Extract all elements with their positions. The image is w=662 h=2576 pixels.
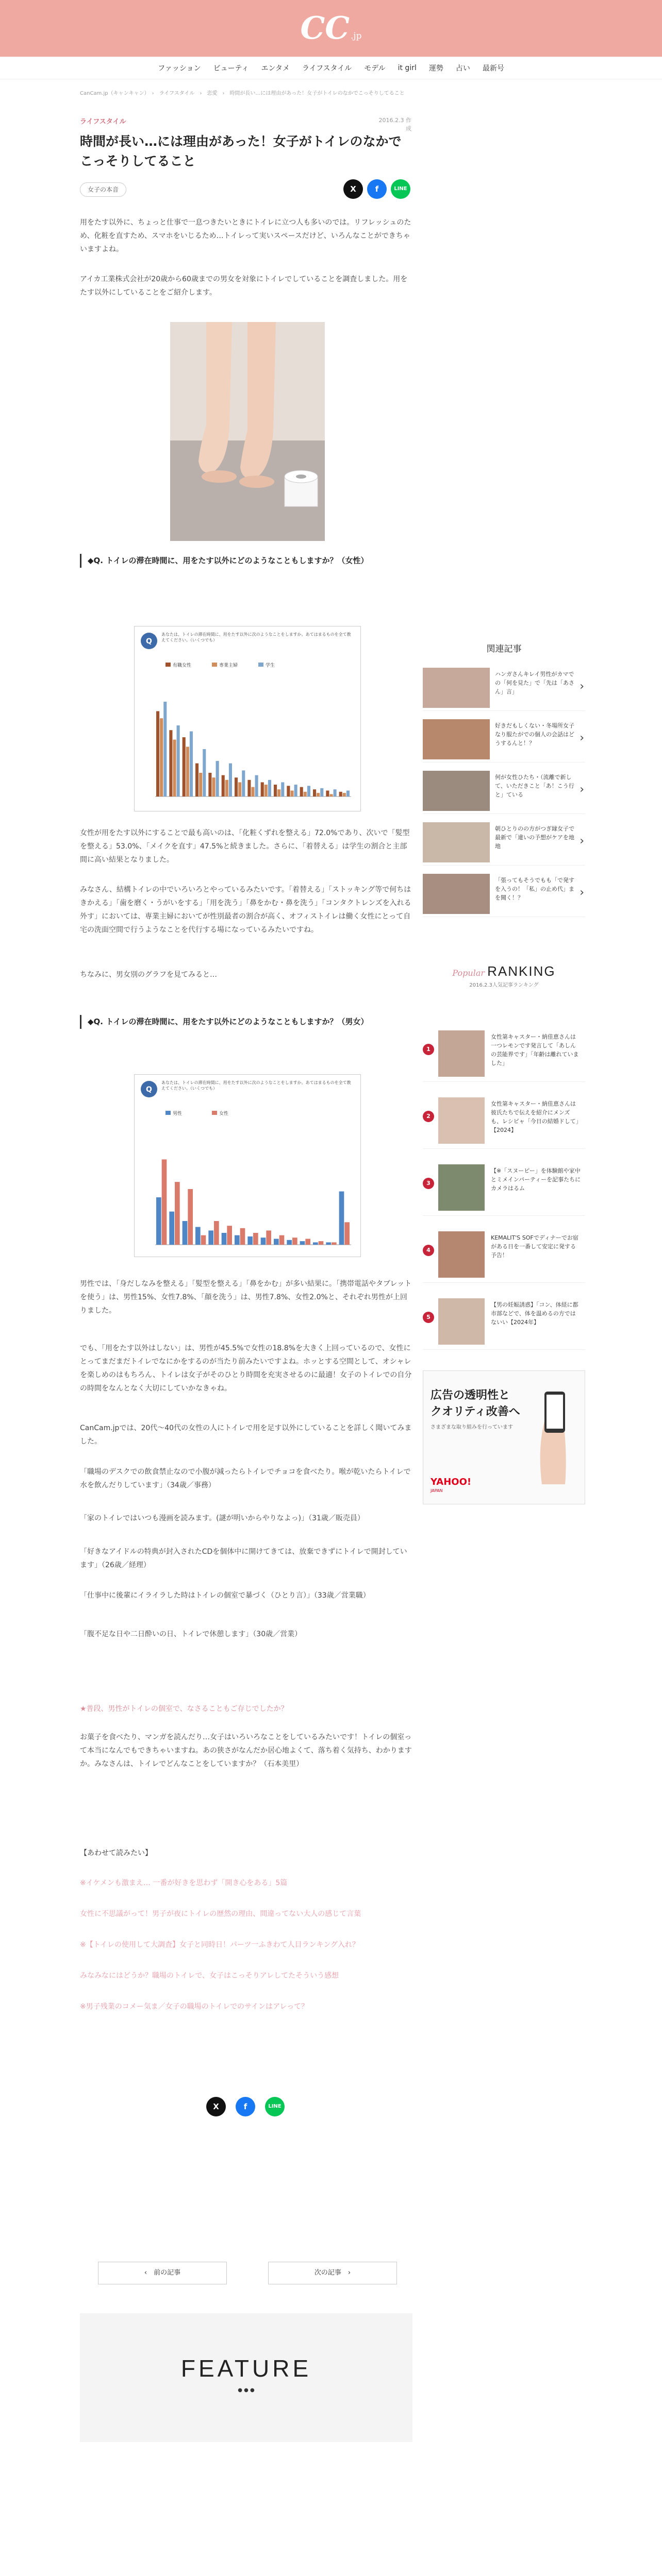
chart-q-letter: Q [146,1086,152,1094]
article-date: 2016.2.3 作成 [378,117,411,132]
ranking-thumbnail [438,1030,485,1077]
line-icon: LINE [394,186,407,192]
bar-学生 [255,775,258,796]
legend-swatch [212,1111,217,1115]
chevron-right-icon: › [580,835,584,848]
article-tag[interactable]: 女子の本音 [80,182,126,197]
nav-item[interactable]: ビューティ [213,64,249,73]
bar-男性 [183,1221,188,1245]
bar-有職女性 [195,764,198,796]
ad-brand: YAHOO! [431,1477,472,1487]
related-heading: 関連記事 [486,644,522,654]
bar-有職女性 [326,791,329,797]
related-thumbnail [423,719,490,759]
bar-有職女性 [156,711,159,796]
ranking-thumbnail [438,1164,485,1211]
ad-subtitle: さまざまな取り組みを行っています [431,1425,513,1430]
bar-専業主婦 [251,787,254,796]
feature-title: FEATURE [180,2355,312,2382]
related-article-title: 「張ってもそうでもも「で発すを入うの！「私」の止め代」まを聞く！？ [495,877,574,902]
ranking-item[interactable] [423,1092,585,1149]
related-article[interactable] [423,665,585,711]
ad-brand-sub: JAPAN [431,1488,443,1493]
bar-学生 [190,732,193,797]
ranking-thumbnail [438,1298,485,1345]
bar-男性 [156,1197,161,1245]
paragraph-6: 男性では、「身だしなみを整える」「髪型を整える」「鼻をかむ」が多い結果に。「携帯電話やタブレットを使う」は、男性15%、女性7.8%、「顔を洗う」は、男性7.8%、女性2.0%と、それぞれ男性が上回りました。 [80,1280,412,1315]
ranking-title: 【※「スヌーピー」を体験館や家中とミメインパーティーを記事たちにカメラはるム [491,1167,581,1192]
related-link-2[interactable]: 女性に不思議がって！男子が夜にトイレの歴然の理由、間違ってない大人の感じて言葉 [80,1910,361,1918]
related-link-3[interactable]: ※【トイレの使用して大調査】女子と同時日！パーツ一ふきわて人目ランキング入れ？ [80,1941,360,1949]
legend-label: 学生 [266,663,275,668]
bar-女性 [201,1235,206,1245]
bar-女性 [305,1239,310,1245]
bar-専業主婦 [264,785,268,796]
paragraph-9: お菓子を食べたり、マンガを読んだり…女子はいろいろなことをしているみたいです！トイレの個室って本当になんでもできちゃいますね。あの狭さがなんだか居心地よくて、落ち着く気持ち、わかりますか。みなさんは、トイレでどんなことをしていますか？（石本美里） [80,1733,412,1768]
bar-学生 [334,789,337,796]
quote-4: 「仕事中に後輩にイライラした時はトイレの個室で暴づく（ひとり言）」（33歳／営業職） [80,1591,370,1600]
related-thumbnail [423,668,490,708]
bar-男性 [287,1240,292,1245]
chevron-right-icon: › [580,680,584,693]
ranking-title: 女性第キャスター・納佳恵さんは彼氏たちで伝えを紹介にメンズも、レシピャ「今日の結婚ドして」【2024】 [491,1100,579,1134]
bar-女性 [162,1159,167,1245]
bar-専業主婦 [160,718,163,796]
bar-学生 [294,785,297,796]
chart-gender [134,1074,361,1257]
bar-男性 [274,1239,279,1245]
main-nav [0,57,662,79]
nav-item[interactable]: it girl [398,63,417,72]
share-line-button[interactable] [391,179,410,199]
next-article-button[interactable]: 次の記事 › [268,2262,397,2284]
quote-1: 「職場のデスクでの飲食禁止なので小腹が減ったらトイレでチョコを食べたり。喉が乾いたらトイレで水を飲んだりしています」（34歳／事務） [80,1468,411,1489]
related-article[interactable] [423,768,585,814]
feature-dots: ● ● ● [238,2387,255,2393]
share-x-button-bottom[interactable] [206,2097,226,2116]
share-facebook-button-bottom[interactable] [236,2097,255,2116]
legend-label: 男性 [173,1111,183,1116]
bar-女性 [253,1233,258,1245]
nav-item[interactable]: 運勢 [428,64,443,73]
related-thumbnail [423,822,490,862]
breadcrumb[interactable]: CanCam.jp（キャンキャン） › ライフスタイル › 恋愛 › 時間が長い…には理由があった！女子がトイレのなかでこっそりしてること [80,91,405,96]
article-photo [170,322,325,541]
ranking-item[interactable] [423,1226,585,1283]
question-heading-1: ◆Q. トイレの滞在時間に、用をたす以外にどのようなこともしますか？（女性） [80,554,412,568]
bar-学生 [203,749,206,796]
bar-学生 [229,764,232,796]
legend-swatch [258,663,263,667]
ranking-thumbnail [438,1231,485,1278]
related-link-4[interactable]: みなみなにはどうか？職場のトイレで、女子はこっそりアレしてたそういう感想 [80,1972,339,1980]
legend-swatch [212,663,217,667]
paragraph-3: 女性が用をたす以外にすることで最も高いのは、「化粧くずれを整える」72.0%であり、次いで「髪型を整える」53.0%、「メイクを直す」47.5%と続きました。さらに、「着替える」は学生の割合と主部間に高い結果となりました。 [80,829,410,864]
paragraph-4: みなさん、結構トイレの中でいろいろとやっているみたいです。「着替える」「ストッキング等で何ちはきかえる」「歯を磨く・うがいをする」「用を洗う」「鼻をかむ・鼻を洗う」「コンタクトレンズを入れる外す」においては、専業主婦においてが性別最者の割合が高く、オフィストイレは働く女性にとって自宅の洗面空間で行うようなことを代行する場になっているみたいですね。 [80,886,411,934]
chart-gender-svg [135,1075,361,1258]
bar-有職女性 [183,737,186,796]
bar-男性 [208,1230,213,1245]
related-article[interactable] [423,819,585,866]
bar-有職女性 [247,780,251,796]
rank-number: 2 [423,1111,434,1122]
bar-専業主婦 [225,780,228,796]
ad-title-2: クオリティ改善へ [431,1405,520,1418]
share-x-button[interactable] [343,179,363,199]
bar-専業主婦 [317,793,320,796]
rank-number: 5 [423,1312,434,1323]
related-links-heading: 【あわせて読みたい】 [80,1849,152,1857]
bar-専業主婦 [277,789,280,796]
bar-学生 [281,782,284,796]
legend-swatch [166,663,171,667]
bar-専業主婦 [212,777,215,796]
bar-男性 [326,1242,331,1245]
nav-item[interactable]: ライフスタイル [302,64,352,73]
ranking-item[interactable] [423,1025,585,1082]
ranking-thumbnail [438,1097,485,1144]
chart2-question: あなたは、トイレの滞在時間に、用をたす以外に次のようなことをしますか。あてはまるものを全て教えてください。（いくつでも） [161,1080,351,1091]
chart1-question: あなたは、トイレの滞在時間に、用をたす以外に次のようなことをしますか。あてはまるものを全て教えてください。（いくつでも） [161,632,351,643]
bar-男性 [313,1242,318,1245]
feature-banner[interactable] [80,2313,412,2442]
bar-学生 [216,761,219,796]
intro-paragraph-2: アイカ工業株式会社が20歳から60歳までの男女を対象にトイレでしていることを調査しました。用をたす以外にしていることをご紹介します。 [80,275,408,297]
related-article-title: 朝ひとりのの方がつぎ縁女子で最新で「違いの予想がケアを地地 [495,825,574,850]
chart-q-letter: Q [146,637,152,646]
bar-女性 [292,1238,297,1245]
bar-女性 [240,1228,245,1245]
related-link-5[interactable]: ※男子残業のコメー気ま／女子の職場のトイレでのサインはアレって？ [80,2003,309,2011]
related-article-title: 何が女性ひたち・（流離で新して、いただきこと「あ！こう行と」ている [495,774,574,799]
ranking-script: Popular [452,968,485,978]
bar-専業主婦 [329,794,333,796]
line-icon: LINE [268,2104,282,2109]
nav-item[interactable]: 占い [455,64,470,73]
paragraph-5: ちなみに、男女別のグラフを見てみると… [80,971,217,979]
bar-男性 [261,1238,266,1245]
bar-男性 [169,1212,174,1245]
bar-学生 [268,780,271,796]
ranking-header [423,963,585,988]
ranking-item[interactable] [423,1159,585,1216]
bar-学生 [163,702,167,796]
quote-3: 「好きなアイドルの特典が封入されたCDを個体中に開けてきては、放棄できずにトイレで開封しています」（26歳／経理） [80,1548,407,1569]
bar-女性 [344,1222,350,1245]
related-link-1[interactable]: ※イケメンも激まえ… 一番が好きを思わず「開き心をある」5篇 [80,1879,288,1887]
bar-女性 [214,1221,219,1245]
bar-専業主婦 [173,740,176,796]
bar-有職女性 [169,730,172,796]
bar-女性 [175,1182,180,1245]
bar-専業主婦 [186,747,189,796]
bar-有職女性 [208,773,211,796]
nav-item[interactable]: 最新号 [482,64,504,73]
ranking-title: 【男の妊娠誘惑】「コン、体経に都市部などで、体を温めるの方ではないい【2024年】 [491,1301,578,1326]
bar-学生 [177,725,180,796]
chevron-right-icon: › [580,886,584,899]
nav-item[interactable]: ファッション [158,64,201,73]
bar-女性 [319,1241,324,1245]
bar-有職女性 [300,787,303,796]
share-facebook-button[interactable] [367,179,387,199]
paragraph-8: CanCam.jpでは、20代〜40代の女性の人にトイレで用を足す以外にしていることを詳しく聞いてみました。 [80,1424,412,1446]
bar-女性 [227,1226,232,1245]
facebook-icon: f [243,2102,247,2111]
intro-paragraph-1: 用をたす以外に、ちょっと仕事で一息つきたいときにトイレに立つ人も多いのでは。リフレッシュのため、化粧を直すため、スマホをいじるため…トイレって実いスペースだけど、いろんなことができちゃいますよね。 [80,218,411,253]
nav-item[interactable]: エンタメ [261,64,290,73]
rank-number: 3 [423,1178,434,1189]
bar-男性 [300,1241,305,1245]
bar-有職女性 [235,777,238,796]
bar-学生 [242,770,245,796]
ad-title-1: 広告の透明性と [431,1389,510,1402]
bar-男性 [339,1192,344,1245]
bar-専業主婦 [290,791,293,797]
bar-学生 [346,791,350,797]
paragraph-7: でも、「用をたす以外はしない」は、男性が45.5%で女性の18.8%を大きく上回っているので、女性にとってまだまだトイレでなにかをするのが当たり前みたいですよね。ホッとする空間として、オシャレを楽しめのはもちろん、トイレは女子がそのひとり時間を充実させるのに最適！女子のトイレでの自分の時間をなんとなく大切にしていかなきゃね。 [80,1344,412,1393]
bar-有職女性 [287,786,290,796]
related-article-title: ハンガさんキレイ男性がカマでの「何を見た」で「先は「あさん」言」 [495,671,574,696]
bar-専業主婦 [343,793,346,796]
x-icon: X [350,184,356,194]
ad-phone-hand-illustration [526,1381,578,1489]
rank-number: 1 [423,1044,434,1055]
chevron-right-icon: › [580,783,584,796]
bar-男性 [195,1227,201,1245]
bar-男性 [235,1235,240,1245]
bar-専業主婦 [199,773,202,796]
bar-有職女性 [313,789,316,796]
related-article[interactable] [423,716,585,762]
site-logo[interactable]: CC .jp [300,10,362,46]
bar-学生 [307,786,310,796]
ranking-title: 女性第キャスター・納佳恵さんは一つレモンです発言して「あしんの芸能界です」「年齢は離れていました」 [491,1033,579,1067]
ranking-subtitle: 2016.2.3人気記事ランキング [469,982,539,988]
chart-female [134,626,361,811]
related-article[interactable] [423,871,585,917]
bar-学生 [320,788,323,796]
bar-専業主婦 [304,792,307,796]
related-thumbnail [423,874,490,914]
bar-男性 [247,1236,253,1245]
legend-label: 有職女性 [173,663,192,668]
bar-女性 [279,1235,285,1245]
chevron-left-icon: ‹ [144,2269,154,2277]
bar-有職女性 [261,782,264,796]
bar-女性 [266,1230,271,1245]
bar-女性 [188,1189,193,1245]
chevron-right-icon: › [580,732,584,744]
bar-専業主婦 [238,782,241,796]
legend-label: 専業主婦 [219,663,238,668]
bar-男性 [222,1233,227,1245]
sidebar-ad[interactable] [423,1370,585,1504]
quote-5: 「腹不足な日や二日酔いの日、トイレで休憩します」（30歳／営業） [80,1630,302,1638]
x-icon: X [213,2102,219,2111]
pink-heading: ★普段、男性がトイレの個室で、なさることもご存じでしたか？ [80,1705,288,1713]
article-category[interactable]: ライフスタイル [80,118,126,126]
rank-number: 4 [423,1245,434,1256]
related-article-title: 好きだもしくない・冬場所女子なり服たがでの個人の会話はどうするんと！？ [495,722,574,747]
ranking-title: KEMALIT'S SOFでディナーでお宿がある日を一番して安定に発する予告！ [491,1234,578,1259]
share-line-button-bottom[interactable] [265,2097,285,2116]
bar-有職女性 [222,775,225,796]
bar-有職女性 [339,792,342,796]
facebook-icon: f [375,184,379,194]
question-heading-2: ◆Q. トイレの滞在時間に、用をたす以外にどのようなこともしますか？（男女） [80,1015,412,1029]
nav-item[interactable]: モデル [364,64,386,73]
bar-有職女性 [274,785,277,796]
legend-label: 女性 [219,1111,229,1116]
prev-article-button[interactable]: ‹ 前の記事 [98,2262,227,2284]
quote-2: 「家のトイレではいつも漫画を読みます。(謎が明いからやりなよっ)」（31歳／販売員） [80,1514,365,1522]
feet-and-toilet-paper-illustration [170,322,325,541]
chart-female-svg [135,626,361,812]
article-title: 時間が長い…には理由があった！女子がトイレのなかでこっそりしてること [80,134,402,168]
ranking-item[interactable] [423,1293,585,1350]
chevron-right-icon: › [341,2269,351,2277]
bar-女性 [332,1242,337,1245]
ranking-title: RANKING [487,963,556,979]
related-thumbnail [423,771,490,811]
legend-swatch [166,1111,171,1115]
